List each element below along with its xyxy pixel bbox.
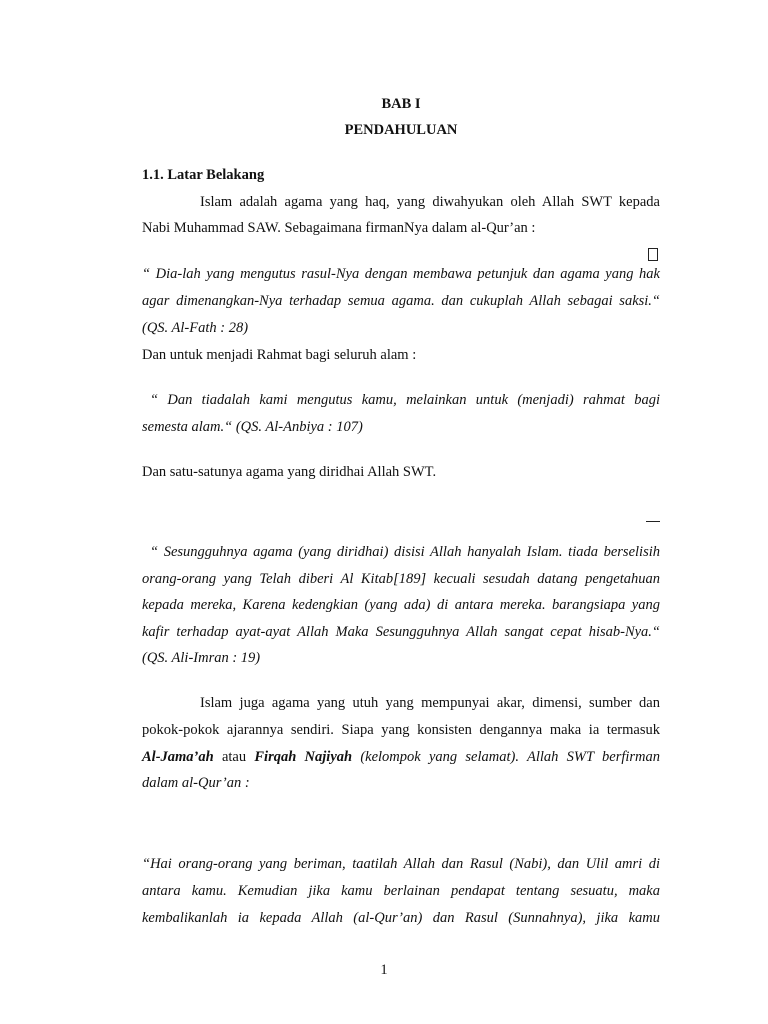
quote-line: “ Dia-lah yang mengutus rasul-Nya dengan membawa petunjuk dan agama yang hak [142, 266, 660, 282]
quote-citation: (QS. Ali-Imran : 19) [142, 650, 261, 666]
quote-citation: (QS. Al-Fath : 28) [142, 320, 249, 336]
quote-line: antara kamu. Kemudian jika kamu berlainan pendapat tentang sesuatu, maka [142, 883, 660, 899]
quote-line: kafir terhadap ayat-ayat Allah Maka Sesungguhnya Allah sangat cepat hisab-Nya.“ [142, 624, 660, 640]
paragraph-line: Dan untuk menjadi Rahmat bagi seluruh alam : [142, 347, 417, 363]
chapter-title: PENDAHULUAN [344, 122, 458, 138]
paragraph-text: (kelompok yang selamat). Allah SWT berfirman [352, 749, 661, 765]
paragraph-line: Dan satu-satunya agama yang diridhai Allah SWT. [142, 464, 437, 480]
quote-line: “ Dan tiadalah kami mengutus kamu, melainkan untuk (menjadi) rahmat bagi [150, 392, 660, 408]
paragraph-line [142, 748, 660, 766]
term-firqah-najiyah: Firqah Najiyah [254, 749, 353, 765]
quote-line: kembalikanlah ia kepada Allah (al-Qur’an) dan Rasul (Sunnahnya), jika kamu [142, 910, 660, 926]
page-number: 1 [380, 962, 388, 978]
separator-dash [646, 521, 660, 522]
conjunction-text: atau [213, 749, 255, 765]
section-heading: 1.1. Latar Belakang [142, 167, 265, 183]
missing-glyph-icon [648, 248, 658, 261]
quote-line: “ Sesungguhnya agama (yang diridhai) disisi Allah hanyalah Islam. tiada berselisih [150, 544, 660, 560]
paragraph-line: dalam al-Qur’an : [142, 775, 250, 791]
term-al-jamaah: Al-Jama’ah [142, 749, 214, 765]
paragraph-line: Nabi Muhammad SAW. Sebagaimana firmanNya dalam al-Qur’an : [142, 220, 536, 236]
quote-line: agar dimenangkan-Nya terhadap semua agama. dan cukuplah Allah sebagai saksi.“ [142, 293, 660, 309]
quote-line: “Hai orang-orang yang beriman, taatilah Allah dan Rasul (Nabi), dan Ulil amri di [142, 856, 660, 872]
quote-line: kepada mereka, Karena kedengkian (yang ada) di antara mereka. barangsiapa yang [142, 597, 660, 613]
paragraph-line: Islam adalah agama yang haq, yang diwahyukan oleh Allah SWT kepada [200, 194, 660, 210]
chapter-number: BAB I [381, 96, 421, 112]
quote-line: orang-orang yang Telah diberi Al Kitab[189] kecuali sesudah datang pengetahuan [142, 571, 660, 587]
quote-line: semesta alam.“ (QS. Al-Anbiya : 107) [142, 419, 363, 435]
paragraph-line: Islam juga agama yang utuh yang mempunyai akar, dimensi, sumber dan [200, 695, 660, 711]
paragraph-line: pokok-pokok ajarannya sendiri. Siapa yang konsisten dengannya maka ia termasuk [142, 722, 660, 738]
